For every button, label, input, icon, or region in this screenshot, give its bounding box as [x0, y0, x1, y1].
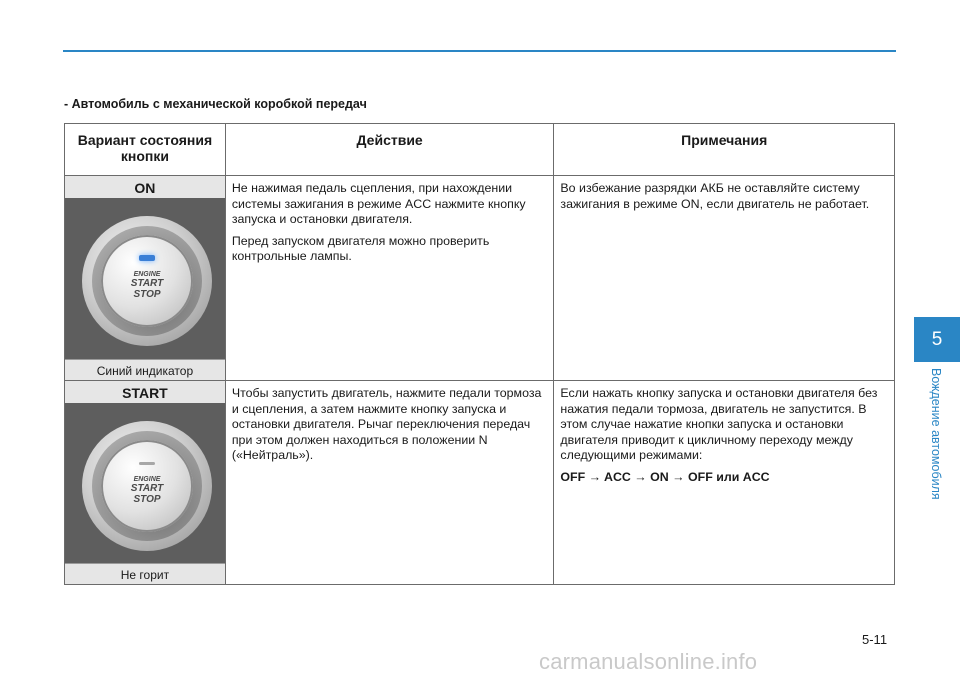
start-button-table [64, 123, 895, 585]
engine-start-stop-button-icon [101, 235, 193, 327]
table-header-row [65, 124, 895, 176]
action-text: Перед запуском двигателя можно проверить контрольные лампы. [231, 233, 490, 263]
state-cell-start [65, 381, 226, 585]
notes-cell [554, 381, 895, 585]
notes-text: Если нажать кнопку запуска и остановки двигателя без нажатия педали тормоза, двигатель не запустится. В этом случае нажатие кнопки запуска и остановки двигателя приводит к цикличному переходу между следующими режимами: [560, 386, 878, 462]
button-text-start: START [130, 483, 164, 494]
notes-cell [554, 176, 895, 381]
table-row [65, 381, 895, 585]
button-text-stop: STOP [133, 289, 161, 300]
engine-button-image-start [65, 403, 225, 563]
action-text: Не нажимая педаль сцепления, при нахождении системы зажигания в режиме ACC нажмите кнопку запуска и остановки двигателя. [231, 181, 526, 226]
notes-text: Во избежание разрядки АКБ не оставляйте систему зажигания в режиме ON, если двигатель не работает. [560, 181, 870, 211]
action-cell [225, 176, 554, 381]
button-text-stop: STOP [133, 494, 161, 505]
chapter-tab: 5 [914, 317, 960, 362]
mode-cycle-text: OFF → ACC → ON → OFF или ACC [560, 469, 770, 484]
blue-indicator-light [139, 255, 155, 261]
section-heading: - Автомобиль с механической коробкой передач [64, 97, 367, 111]
button-text-engine: ENGINE [133, 271, 161, 278]
state-cell-on [65, 176, 226, 381]
state-label: ON [65, 176, 225, 198]
button-text-engine: ENGINE [133, 476, 161, 483]
indicator-light-off [139, 462, 155, 465]
button-text-start: START [130, 278, 164, 289]
state-label: START [65, 381, 225, 403]
engine-start-stop-button-icon [101, 440, 193, 532]
header-button-state: Вариант состояния кнопки [65, 124, 226, 176]
image-caption: Не горит [65, 563, 225, 584]
button-mid-ring [92, 226, 202, 336]
action-text: Чтобы запустить двигатель, нажмите педали тормоза и сцепления, а затем нажмите кнопку запуска и остановки двигателя. Рычаг переключения передач при этом должен находиться в положении N («Нейтраль»). [231, 386, 542, 462]
action-cell [225, 381, 554, 585]
chapter-title: Вождение автомобиля [929, 368, 943, 500]
table-row [65, 176, 895, 381]
button-outer-ring [82, 216, 212, 346]
watermark: carmanualsonline.info [539, 649, 758, 674]
page-number: 5-11 [862, 632, 888, 647]
button-outer-ring [82, 421, 212, 551]
header-action: Действие [225, 124, 554, 176]
header-notes: Примечания [554, 124, 895, 176]
engine-button-image-on [65, 198, 225, 359]
top-rule [63, 50, 896, 52]
image-caption: Синий индикатор [65, 359, 225, 380]
button-mid-ring [92, 431, 202, 541]
